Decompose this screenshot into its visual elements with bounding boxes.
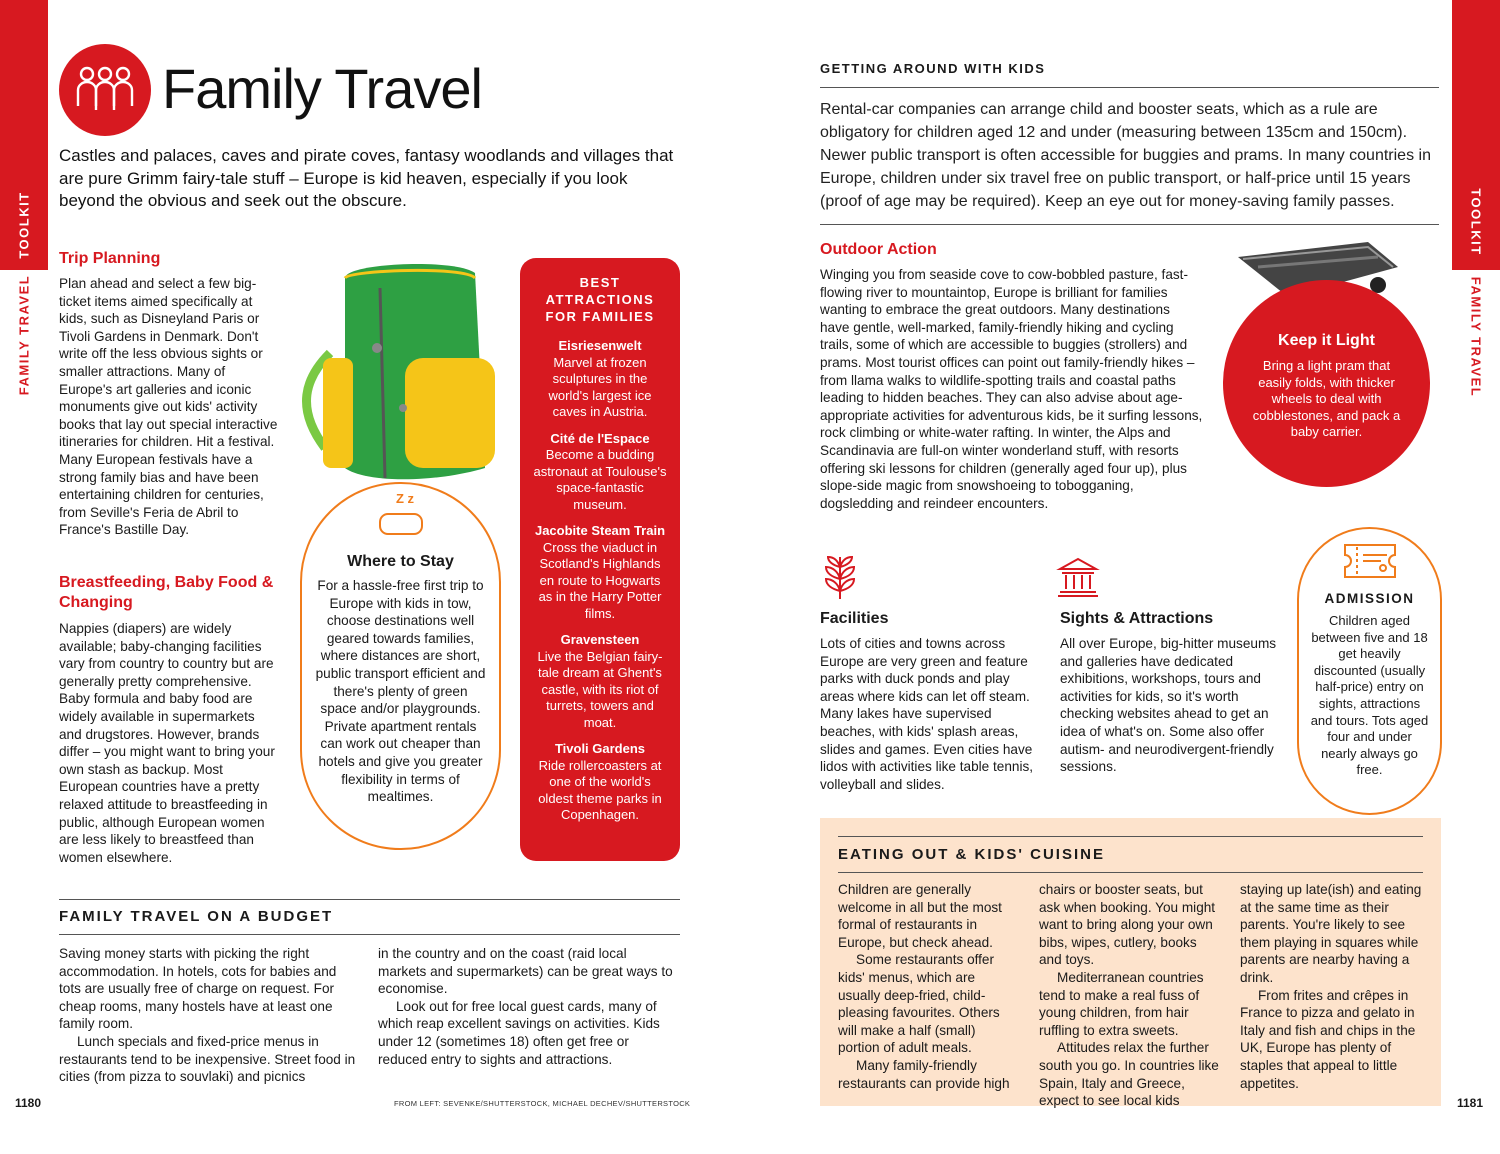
outdoor-action-text: Winging you from seaside cove to cow-bobbled pasture, fast-flowing river to mountaintop, Europe is brilliant for families wanting to embrace the great outdoors. Many destinations have gentle, well-marked, family-friendly hiking and cycling trails, some of which are accessible to buggies (strollers) and prams. Most tourist offices can point out family-friendly hikes – from llama walks to wildlife-spotting trails and coastal paths leading to hidden beaches. They can also advise about age-appropriate activities for adventurous kids, be it surfing lessons, rock climbing or white-water rafting. In winter, the Alps and Scandinavia are full-on winter wonderland stuff, with resorts offering ski lessons for children (generally aged four up), plus slope-side magic from snowshoeing to tobogganing, dogsledding and reindeer encounters. bbox=[820, 267, 1203, 511]
eating-out-top-rule bbox=[838, 836, 1423, 837]
best-attractions-list bbox=[532, 338, 668, 824]
getting-around-heading: GETTING AROUND WITH KIDS bbox=[820, 61, 1046, 76]
attraction-item bbox=[532, 523, 668, 622]
eating-col3-paragraph-1: staying up late(ish) and eating at the same time as their parents. You're likely to see them playing in squares while parents are nearby having a drink. bbox=[1240, 882, 1422, 985]
eating-out-bottom-rule bbox=[838, 872, 1423, 873]
getting-around-bottom-rule bbox=[820, 224, 1439, 225]
attraction-item bbox=[532, 431, 668, 514]
eating-col1-paragraph-1: Children are generally welcome in all but the most formal of restaurants in Europe, but check ahead. bbox=[838, 882, 1002, 950]
plant-leaf-icon bbox=[820, 553, 860, 601]
keep-it-light-text: Bring a light pram that easily folds, with thicker wheels to deal with cobblestones, and pack a baby carrier. bbox=[1252, 358, 1401, 439]
best-attractions-heading: BEST ATTRACTIONS FOR FAMILIES bbox=[545, 275, 655, 324]
where-to-stay-text: For a hassle-free first trip to Europe with kids in tow, choose destinations well geared towards families, where distances are short, public transport efficient and there's plenty of green space and/or playgrounds. Private apartment rentals can work out cheaper than hotels and give you greater flexibility in terms of mealtimes. bbox=[315, 578, 486, 805]
eating-col2-paragraph-2: Mediterranean countries tend to make a real fuss of young children, from hair ruffling to extra sweets. bbox=[1039, 969, 1204, 1038]
left-sidebar-section-label: FAMILY TRAVEL bbox=[16, 274, 32, 396]
eating-out-column-3 bbox=[1240, 881, 1423, 1092]
facilities-heading: Facilities bbox=[820, 610, 889, 627]
pillow-sleep-icon bbox=[374, 492, 430, 540]
attraction-name: Eisriesenwelt bbox=[558, 338, 642, 353]
budget-column-2 bbox=[378, 945, 678, 1068]
breastfeeding-text: Nappies (diapers) are widely available; baby-changing facilities vary from country to country but are generally pretty comprehensive. Baby formula and baby food are widely available in supermarkets and drugstores. However, brands differ – you might want to bring your own stash as backup. Most European countries have a pretty relaxed attitude to breastfeeding in public, although European women are less likely to breastfeed than women elsewhere. bbox=[59, 621, 275, 865]
keep-it-light-circle bbox=[1223, 280, 1430, 487]
keep-it-light-heading: Keep it Light bbox=[1278, 332, 1375, 349]
sights-text: All over Europe, big-hitter museums and galleries have dedicated exhibitions, workshops, tours and activities for kids, so it's worth checking websites ahead to get an idea of what's on. Some also offer autism- and neurodivergent-friendly sessions. bbox=[1060, 636, 1277, 775]
trip-planning-heading: Trip Planning bbox=[59, 250, 161, 267]
eating-out-column-1 bbox=[838, 881, 1018, 1092]
page-title: Family Travel bbox=[162, 57, 482, 120]
photo-credits: FROM LEFT: SEVENKE/SHUTTERSTOCK, MICHAEL DECHEV/SHUTTERSTOCK bbox=[394, 1099, 691, 1108]
budget-col1-paragraph-2: Lunch specials and fixed-price menus in restaurants tend to be inexpensive. Street food in cities (from pizza to souvlaki) and picnics bbox=[59, 1033, 356, 1085]
admission-panel bbox=[1297, 527, 1442, 815]
budget-top-rule bbox=[59, 899, 680, 900]
budget-column-1 bbox=[59, 945, 359, 1086]
zzz-label: Z z bbox=[396, 491, 415, 506]
right-sidebar bbox=[1452, 0, 1500, 1154]
backpack-image bbox=[285, 258, 515, 490]
eating-out-heading: EATING OUT & KIDS' CUISINE bbox=[838, 846, 1105, 863]
budget-col2-paragraph-2: Look out for free local guest cards, many of which reap excellent savings on activities. Kids under 12 (sometimes 18) often get free or reduced entry to sights and attractions. bbox=[378, 998, 660, 1067]
left-page-number: 1180 bbox=[15, 1096, 42, 1110]
attraction-name: Jacobite Steam Train bbox=[534, 523, 666, 538]
right-sidebar-toolkit-label: TOOLKIT bbox=[1468, 188, 1484, 256]
getting-around-top-rule bbox=[820, 87, 1439, 88]
facilities-text: Lots of cities and towns across Europe are very green and feature parks with duck ponds and play areas where kids can let off steam. Many lakes have supervised beaches, with kids' splash areas, slides and games. Even cities have lidos with activities like table tennis, volleyball and slides. bbox=[820, 636, 1034, 792]
outdoor-action-heading: Outdoor Action bbox=[820, 241, 937, 258]
right-page-number: 1181 bbox=[1457, 1096, 1484, 1110]
attraction-item bbox=[532, 741, 668, 824]
eating-out-box bbox=[820, 818, 1441, 1109]
attraction-name: Tivoli Gardens bbox=[554, 741, 646, 756]
ticket-icon bbox=[1341, 541, 1399, 581]
admission-text: Children aged between five and 18 get heavily discounted (usually half-price) entry on sights, attractions and tours. Tots aged four and under nearly always go free. bbox=[1310, 613, 1429, 778]
sights-heading: Sights & Attractions bbox=[1060, 610, 1214, 627]
museum-building-icon bbox=[1056, 555, 1100, 599]
budget-bottom-rule bbox=[59, 934, 680, 935]
attraction-item bbox=[532, 632, 668, 731]
left-sidebar-toolkit-label: TOOLKIT bbox=[16, 191, 32, 259]
eating-col1-paragraph-2: Some restaurants offer kids' menus, which are usually deep-fried, child-pleasing favourites. Others will make a half (small) portion of adult meals. bbox=[838, 952, 1000, 1056]
eating-col3-paragraph-2: From frites and crêpes in France to pizza and gelato in Italy and fish and chips in the UK, Europe has plenty of staples that appeal to little appetites. bbox=[1240, 987, 1416, 1091]
right-sidebar-section-label: FAMILY TRAVEL bbox=[1468, 276, 1484, 398]
getting-around-text: Rental-car companies can arrange child and booster seats, which as a rule are obligatory for children aged 12 and under (measuring between 135cm and 150cm). Newer public transport is often accessible for buggies and prams. In many countries in Europe, children under six travel free on public transport, or half-price until 15 years (proof of age may be required). Keep an eye out for money-saving family passes. bbox=[820, 101, 1431, 210]
eating-col2-paragraph-3: Attitudes relax the further south you go. In countries like Spain, Italy and Greece, expect to see local kids bbox=[1039, 1040, 1219, 1109]
attraction-desc: Cross the viaduct in Scotland's Highlands en route to Hogwarts as in the Harry Potter films. bbox=[538, 539, 662, 621]
best-attractions-box bbox=[520, 258, 680, 861]
budget-col2-paragraph-1: in the country and on the coast (raid local markets and supermarkets) can be great ways to economise. bbox=[378, 946, 673, 997]
budget-heading: FAMILY TRAVEL ON A BUDGET bbox=[59, 908, 334, 925]
attraction-desc: Ride rollercoasters at one of the world's oldest theme parks in Copenhagen. bbox=[538, 757, 662, 822]
attraction-name: Cité de l'Espace bbox=[550, 430, 650, 446]
family-group-icon bbox=[59, 44, 151, 136]
where-to-stay-heading: Where to Stay bbox=[347, 553, 454, 570]
attraction-name: Gravensteen bbox=[560, 632, 640, 647]
breastfeeding-heading: Breastfeeding, Baby Food & Changing bbox=[59, 574, 274, 611]
budget-col1-paragraph-1: Saving money starts with picking the right accommodation. In hotels, cots for babies and tots are usually free of charge on request. For cheap rooms, many hostels have at least one family room. bbox=[59, 946, 337, 1032]
where-to-stay-panel bbox=[300, 482, 501, 850]
intro-paragraph: Castles and palaces, caves and pirate coves, fantasy woodlands and villages that are pure Grimm fairy-tale stuff – Europe is kid heaven, especially if you look beyond the obvious and seek out the obscure. bbox=[59, 146, 674, 211]
admission-heading: ADMISSION bbox=[1324, 591, 1415, 606]
eating-out-column-2 bbox=[1039, 881, 1219, 1110]
trip-planning-text: Plan ahead and select a few big-ticket items aimed specifically at kids, such as Disneyland Paris or Tivoli Gardens in Denmark. Don't write off the less obvious sights or smaller attractions. Many of Europe's art galleries and iconic monuments give out kids' activity books that lay out special interactive itineraries for children. Hit a festival. Many European festivals have a strong family bias and have been entertaining children for centuries, from Seville's Feria de Abril to France's Bastille Day. bbox=[59, 276, 278, 538]
eating-col2-paragraph-1: chairs or booster seats, but ask when booking. You might want to bring along your own bibs, wipes, cutlery, books and toys. bbox=[1039, 882, 1216, 968]
attraction-item bbox=[532, 338, 668, 421]
eating-col1-paragraph-3: Many family-friendly restaurants can provide high bbox=[838, 1057, 1010, 1091]
attraction-desc: Live the Belgian fairy-tale dream at Ghent's castle, with its riot of turrets, towers and moat. bbox=[537, 648, 663, 730]
attraction-desc: Become a budding astronaut at Toulouse's space-fantastic museum. bbox=[533, 447, 667, 512]
left-sidebar bbox=[0, 0, 48, 1154]
attraction-desc: Marvel at frozen sculptures in the world's largest ice caves in Austria. bbox=[548, 354, 652, 419]
